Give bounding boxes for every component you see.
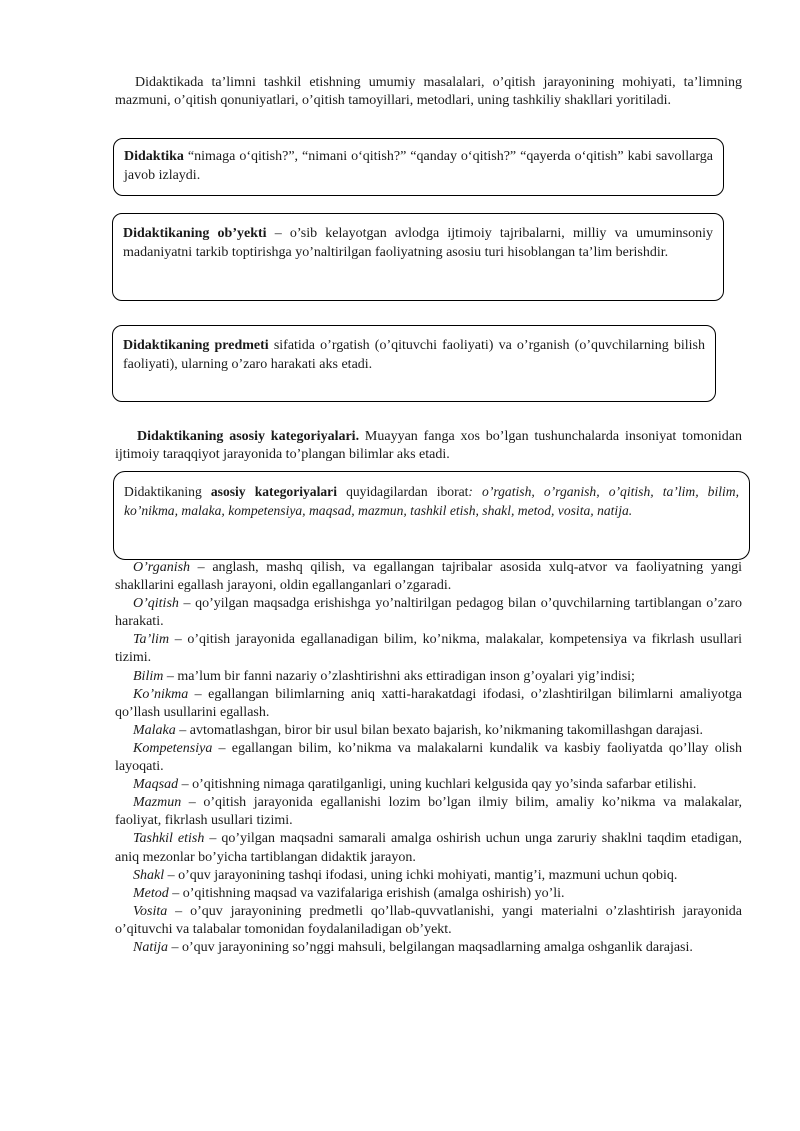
box-text: sifatida o’rgatish (o’qituvchi faoliyati) va o’rganish (o’quvchilarning bilish faoliyati), ularning o’zaro harakati aks etadi. <box>123 338 706 372</box>
definition-item <box>115 668 742 686</box>
box-middle: quyidagilardan iborat <box>337 484 469 499</box>
intro-paragraph: Didaktikada ta’limni tashkil etishning umumiy masalalari, o’qitish jarayonining mohiyati, ta’limning mazmuni, o’qitish qonuniyatlari, o’qitish tamoyillari, metodlari, uning tashkiliy shakllari yoritiladi. <box>115 75 742 108</box>
box-list: : o’rgatish, o’rganish, o’qitish, ta’lim, bilim, ko’nikma, malaka, kompetensiya, maqsad, mazmun, tashkil etish, shakl, metod, vosita, natija. <box>124 484 740 518</box>
definition-term: Mazmun <box>133 795 182 811</box>
didaktika-box <box>113 138 724 196</box>
subject-box <box>112 325 716 402</box>
definition-item <box>115 631 742 667</box>
definition-item <box>115 885 742 903</box>
definition-text: – egallangan bilimlarning aniq xatti-harakatdagi ifodasi, o’zlashtirilgan bilimlarni amaliyotga qo’llash usullarini egallash. <box>115 686 742 720</box>
definition-item <box>115 740 742 776</box>
intro-section <box>115 74 742 110</box>
definition-term: Natija <box>133 939 169 955</box>
definition-text: – o’quv jarayonining tashqi ifodasi, uning ichki mohiyati, mantig’i, mazmuni uchun qobiq. <box>164 867 678 883</box>
definition-term: Shakl <box>133 867 165 883</box>
categories-paragraph <box>115 428 742 464</box>
definition-item <box>115 939 742 957</box>
definition-item <box>115 903 742 939</box>
definition-item <box>115 794 742 830</box>
definition-term: Maqsad <box>133 777 179 793</box>
definition-text: – o’quv jarayonining predmetli qo’llab-quvvatlanishi, yangi materialni o’zlashtirish jarayonida o’qituvchi va talabalar tomonidan foydalaniladigan ob’yekt. <box>115 903 742 937</box>
definition-term: O’rganish <box>133 560 191 575</box>
categories-box <box>113 471 750 560</box>
definition-text: – anglash, mashq qilish, va egallangan tajribalar asosida xulq-atvor va faoliyatning yangi shakllarini egallash jarayoni, oldin egallanganlari o’zgaradi. <box>115 560 742 594</box>
definition-text: – egallangan bilim, ko’nikma va malakalarni kundalik va kasbiy faoliyatda qo’llay olish layoqati. <box>115 740 742 775</box>
definition-term: Bilim <box>133 668 164 684</box>
definition-term: O’qitish <box>133 596 179 612</box>
definition-item <box>115 776 742 794</box>
categories-text: Muayyan fanga xos bo’lgan tushunchalarda insoniyat tomonidan ijtimoiy taraqqiyot jarayonida to’plangan bilimlar aks etadi. <box>115 429 743 462</box>
definition-item <box>115 867 742 885</box>
definition-text: – o’qitish jarayonida egallanadigan bilim, ko’nikma, malakalar, kompetensiya va fikrlash usullari tizimi. <box>115 632 742 666</box>
definition-item <box>115 559 742 595</box>
definition-term: Malaka <box>133 722 176 738</box>
definition-text: – ma’lum bir fanni nazariy o’zlashtirishni aks ettiradigan inson g’oyalari yig’indisi; <box>163 668 635 684</box>
definition-term: Tashkil etish <box>133 831 205 847</box>
definition-item <box>115 722 742 740</box>
definitions-list <box>115 559 742 957</box>
box-term: asosiy kategoriyalari <box>210 484 337 499</box>
definition-term: Vosita <box>133 903 168 919</box>
box-term: Didaktikaning predmeti <box>123 338 269 353</box>
definition-text: – avtomatlashgan, biror bir usul bilan bexato bajarish, ko’nikmaning takomillashgan darajasi. <box>175 722 703 738</box>
definition-item <box>115 595 742 631</box>
definition-term: Ko’nikma <box>133 686 189 702</box>
definition-item <box>115 830 742 866</box>
box-text: “nimaga o‘qitish?”, “nimani o‘qitish?” “qanday o‘qitish?” “qayerda o‘qitish” kabi savollarga javob izlaydi. <box>124 149 713 183</box>
definition-text: – o’qitishning nimaga qaratilganligi, uning kuchlari kelgusida qay yo’sinda safarbar etilishi. <box>178 777 697 793</box>
definition-text: – qo’yilgan maqsadni samarali amalga oshirish uchun unga zaruriy shaklni taqdim etadigan, aniq mezonlar bo’yicha tartiblangan didaktik jarayon. <box>115 831 742 865</box>
box-prefix: Didaktikaning <box>124 484 211 499</box>
definition-text: – o’qitishning maqsad va vazifalariga erishish (amalga oshirish) yo’li. <box>168 885 565 901</box>
definition-text: – o’quv jarayonining so’nggi mahsuli, belgilangan maqsadlarning amalga oshganlik darajasi. <box>168 939 693 955</box>
box-text: – o’sib kelayotgan avlodga ijtimoiy tajribalarni, milliy va umuminsoniy madaniyatni tarkib toptirishga yo’naltirilgan faoliyatning asosiu turi hisoblangan ta’lim berishdir. <box>123 226 713 260</box>
definition-text: – qo’yilgan maqsadga erishishga yo’naltirilgan pedagog bilan o’quvchilarning tartiblangan o’zaro harakati. <box>115 596 742 630</box>
definition-term: Ta’lim <box>133 632 170 648</box>
object-box <box>112 213 724 301</box>
definition-item <box>115 686 742 722</box>
box-term: Didaktikaning ob’yekti <box>123 226 267 241</box>
categories-term: Didaktikaning asosiy kategoriyalari. <box>137 429 360 444</box>
definition-term: Metod <box>133 885 169 901</box>
definition-text: – o’qitish jarayonida egallanishi lozim bo’lgan ilmiy bilim, amaliy ko’nikma va malakalar, faoliyat, fikrlash usullari tizimi. <box>115 795 742 829</box>
box-term: Didaktika <box>124 149 184 164</box>
categories-section <box>115 428 742 464</box>
definition-term: Kompetensiya <box>133 740 213 756</box>
